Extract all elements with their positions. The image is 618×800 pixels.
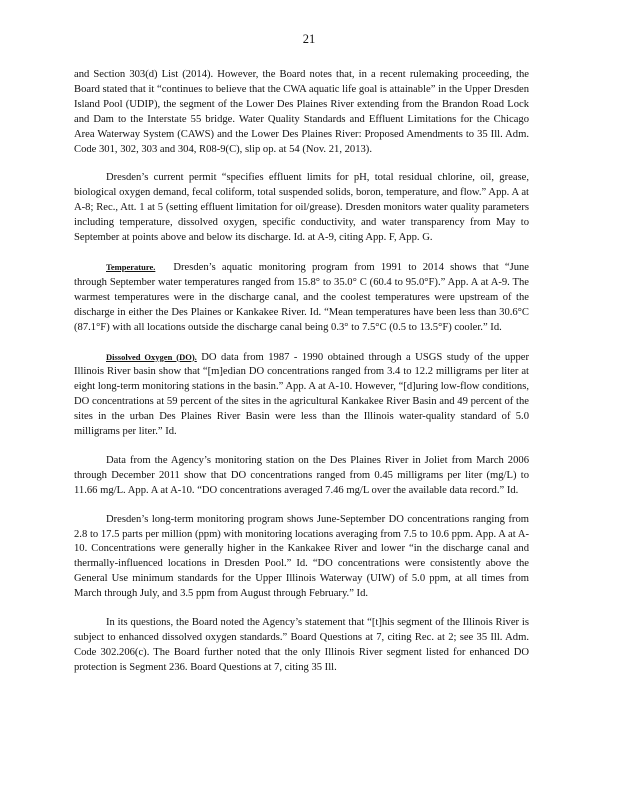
heading-dissolved-oxygen: Dissolved Oxygen (DO). (106, 351, 197, 362)
paragraph-agency-monitoring: Data from the Agency’s monitoring station on the Des Plaines River in Joliet from March 2006 through December 2011 show that DO concentrations ranged from 0.45 milligrams per liter (mg/L) to 11.66 mg/L. App. A at A-10. “DO concentrations averaged 7.46 mg/L over the available data record.” Id. (74, 454, 529, 496)
page-number: 21 (302, 32, 316, 46)
paragraph-dissolved-oxygen (74, 350, 529, 440)
document-body (74, 68, 529, 690)
paragraph-current-permit: Dresden’s current permit “specifies effluent limits for pH, total residual chlorine, oil, grease, biological oxygen demand, fecal coliform, total suspended solids, boron, temperature, and flow.” App. A at A-8; Rec., Att. 1 at 5 (setting effluent limitation for oil/grease). Dresden monitors water quality parameters including temperature, dissolved oxygen, specific conductivity, and water transparency from May to September at points above and below its discharge. Id. at A-9, citing App. F, App. G. (74, 172, 529, 244)
paragraph-board-notes: and Section 303(d) List (2014). However, the Board notes that, in a recent rulemaking proceeding, the Board stated that it “continues to believe that the CWA aquatic life goal is attainable” in the Upper Dresden Island Pool (UDIP), the segment of the Lower Des Plaines River extending from the Brandon Road Lock and Dam to the Interstate 55 bridge. Water Quality Standards and Effluent Limitations for the Chicago Area Waterway System (CAWS) and the Lower Des Plaines River: Proposed Amendments to 35 Ill. Adm. Code 301, 302, 303 and 304, R08-9(C), slip op. at 54 (Nov. 21, 2013). (74, 69, 529, 155)
paragraph-temperature-text: Dresden’s aquatic monitoring program from 1991 to 2014 shows that “June through September water temperatures ranged from 15.8° to 35.0° C (60.4 to 95.0°F).” App. A at A-9. The warmest temperatures were in the discharge canal, and the coolest temperatures were upstream of the discharge in either the Des Plaines or Kankakee River. Id. “Mean temperatures have been less than 30.6°C (87.1°F) with all locations outside the discharge canal being 0.3° to 7.5°C (0.5 to 13.5°F) cooler.” Id. (74, 261, 529, 333)
paragraph-board-questions: In its questions, the Board noted the Agency’s statement that “[t]his segment of the Illinois River is subject to enhanced dissolved oxygen standards.” Board Questions at 7, citing Rec. at 2; see 35 Ill. Adm. Code 302.206(c). The Board further noted that the only Illinois River segment listed for enhanced DO protection is Segment 236. Board Questions at 7, citing 35 Ill. (74, 617, 529, 673)
paragraph-long-term-monitoring: Dresden’s long-term monitoring program shows June-September DO concentrations ranging from 2.8 to 17.5 parts per million (ppm) with monitoring locations averaging from 7.5 to 10.6 ppm. App. A at A-10. Concentrations were generally higher in the Kankakee River and lower “in the discharge canal and thermally-influenced locations in Dresden Pool.” Id. “DO concentrations were consistently above the General Use minimum standards for the Upper Illinois Waterway (UIW) of 5.0 ppm, at all times from March through July, and 3.5 ppm from August through February.” Id. (74, 513, 529, 600)
paragraph-temperature (74, 260, 529, 336)
paragraph-dissolved-oxygen-text: DO data from 1987 - 1990 obtained through a USGS study of the upper Illinois River basin show that “[m]edian DO concentrations ranged from 3.4 to 12.2 milligrams per liter at eight long-term monitoring stations in the basin.” App. A at A-10. However, “[d]uring low-flow conditions, DO concentrations at 59 percent of the sites in the agricultural Kankakee River Basin and 49 percent of the sites in the urban Des Plaines River Basin were less than the Illinois water-quality standard of 5.0 milligrams per liter.” Id. (74, 351, 530, 438)
heading-temperature: Temperature. (106, 261, 156, 272)
